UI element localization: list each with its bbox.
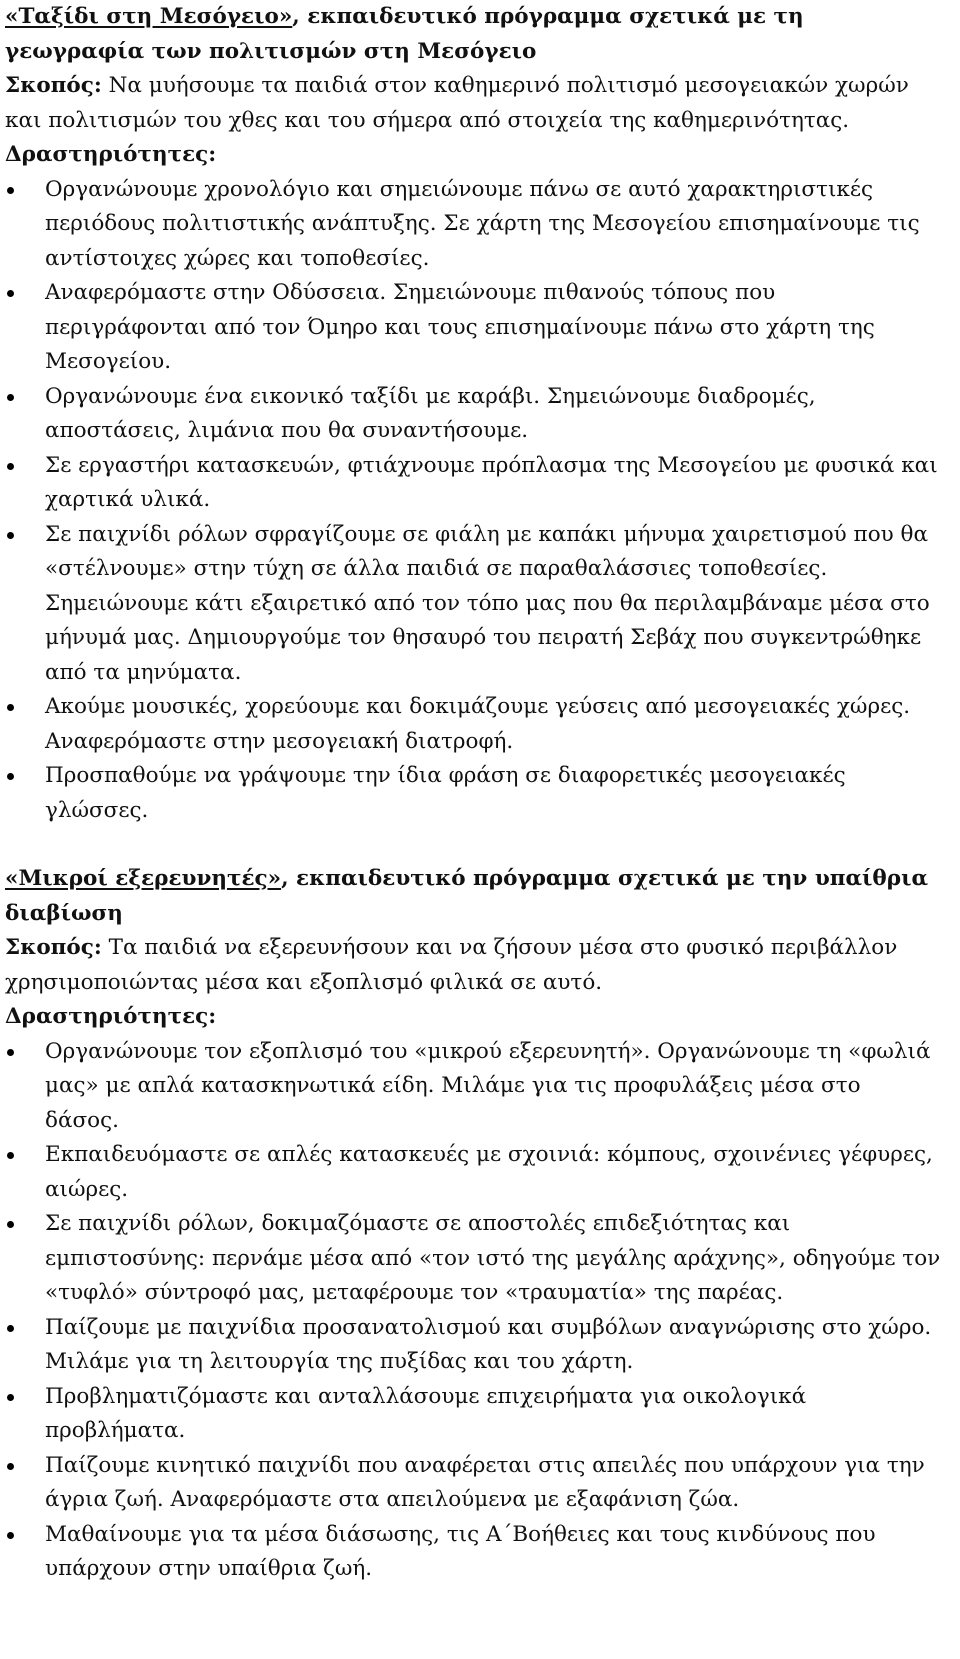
- bullet-icon: [7, 394, 14, 401]
- activity-item: [5, 1449, 941, 1518]
- program-aim: [5, 931, 941, 1000]
- activity-item: [5, 1311, 941, 1380]
- activity-text: Σε εργαστήρι κατασκευών, φτιάχνουμε πρόπλασμα της Μεσογείου με φυσικά και χαρτικά υλικά.: [45, 452, 938, 512]
- activity-item: [5, 449, 941, 518]
- activity-text: Ακούμε μουσικές, χορεύουμε και δοκιμάζουμε γεύσεις από μεσογειακές χώρες. Αναφερόμαστε στην μεσογειακή διατροφή.: [45, 694, 911, 754]
- activity-item: [5, 518, 941, 691]
- program-title: [5, 862, 941, 931]
- program-name: «Ταξίδι στη Μεσόγειο»: [5, 4, 293, 29]
- activities-list: [5, 1035, 941, 1587]
- aim-text: Τα παιδιά να εξερευνήσουν και να ζήσουν μέσα στο φυσικό περιβάλλον χρησιμοποιώντας μέσα και εξοπλισμό φιλικά σε αυτό.: [5, 935, 898, 995]
- aim-label: Σκοπός:: [5, 73, 102, 98]
- bullet-icon: [7, 532, 14, 539]
- program-description: , εκπαιδευτικό πρόγραμμα σχετικά με την υπαίθρια διαβίωση: [5, 866, 929, 926]
- bullet-icon: [7, 1463, 14, 1470]
- aim-label: Σκοπός:: [5, 935, 102, 960]
- activity-item: [5, 1380, 941, 1449]
- program-description: , εκπαιδευτικό πρόγραμμα σχετικά με τη γεωγραφία των πολιτισμών στη Μεσόγειο: [5, 4, 804, 64]
- activity-item: [5, 1518, 941, 1587]
- bullet-icon: [7, 187, 14, 194]
- bullet-icon: [7, 704, 14, 711]
- activity-item: [5, 1035, 941, 1139]
- activity-item: [5, 690, 941, 759]
- activities-heading: Δραστηριότητες:: [5, 142, 217, 167]
- bullet-icon: [7, 1221, 14, 1228]
- activity-text: Οργανώνουμε τον εξοπλισμό του «μικρού εξερευνητή». Οργανώνουμε τη «φωλιά μας» με απλά κατασκηνωτικά είδη. Μιλάμε για τις προφυλάξεις μέσα στο δάσος.: [45, 1038, 931, 1133]
- bullet-icon: [7, 1049, 14, 1056]
- activity-text: Παίζουμε με παιχνίδια προσανατολισμού και συμβόλων αναγνώρισης στο χώρο. Μιλάμε για τη λειτουργία της πυξίδας και του χάρτη.: [45, 1314, 932, 1374]
- activity-item: [5, 380, 941, 449]
- activity-item: [5, 1138, 941, 1207]
- activity-text: Προσπαθούμε να γράψουμε την ίδια φράση σε διαφορετικές μεσογειακές γλώσσες.: [45, 763, 846, 823]
- program-section-explorers: [5, 862, 941, 1587]
- bullet-icon: [7, 1532, 14, 1539]
- activity-text: Προβληματιζόμαστε και ανταλλάσουμε επιχειρήματα για οικολογικά προβλήματα.: [45, 1383, 807, 1443]
- program-name: «Μικροί εξερευνητές»: [5, 866, 282, 891]
- bullet-icon: [7, 1152, 14, 1159]
- program-aim: [5, 69, 941, 138]
- activities-list: [5, 173, 941, 829]
- activity-item: [5, 276, 941, 380]
- activity-text: Εκπαιδευόμαστε σε απλές κατασκευές με σχοινιά: κόμπους, σχοινένιες γέφυρες, αιώρες.: [45, 1142, 933, 1202]
- activity-text: Οργανώνουμε ένα εικονικό ταξίδι με καράβι. Σημειώνουμε διαδρομές, αποστάσεις, λιμάνια που θα συναντήσουμε.: [45, 383, 816, 443]
- activity-text: Σε παιχνίδι ρόλων σφραγίζουμε σε φιάλη με καπάκι μήνυμα χαιρετισμού που θα «στέλνουμε» στην τύχη σε άλλα παιδιά σε παραθαλάσσιες τοποθεσίες. Σημειώνουμε κάτι εξαιρετικό από τον τόπο μας που θα περιλαμβάναμε μέσα στο μήνυμά μας. Δημιουργούμε τον θησαυρό του πειρατή Σεβάχ που συγκεντρώθηκε από τα μηνύματα.: [45, 521, 930, 685]
- activity-text: Σε παιχνίδι ρόλων, δοκιμαζόμαστε σε αποστολές επιδεξιότητας και εμπιστοσύνης: περνάμε μέσα από «τον ιστό της μεγάλης αράχνης», οδηγούμε τον «τυφλό» σύντροφό μας, μεταφέρουμε τον «τραυματία» της παρέας.: [45, 1211, 941, 1305]
- aim-text: Να μυήσουμε τα παιδιά στον καθημερινό πολιτισμό μεσογειακών χωρών και πολιτισμών του χθες και του σήμερα από στοιχεία της καθημερινότητας.: [5, 73, 909, 133]
- activity-text: Οργανώνουμε χρονολόγιο και σημειώνουμε πάνω σε αυτό χαρακτηριστικές περιόδους πολιτιστικής ανάπτυξης. Σε χάρτη της Μεσογείου επισημαίνουμε τις αντίστοιχες χώρες και τοποθεσίες.: [45, 176, 920, 271]
- program-section-mediterranean: [5, 0, 941, 828]
- activity-text: Μαθαίνουμε για τα μέσα διάσωσης, τις Α΄Βοήθειες και τους κινδύνους που υπάρχουν στην υπαίθρια ζωή.: [45, 1521, 876, 1581]
- activities-heading: Δραστηριότητες:: [5, 1004, 217, 1029]
- bullet-icon: [7, 290, 14, 297]
- bullet-icon: [7, 1394, 14, 1401]
- bullet-icon: [7, 463, 14, 470]
- bullet-icon: [7, 773, 14, 780]
- activity-item: [5, 759, 941, 828]
- bullet-icon: [7, 1325, 14, 1332]
- activity-text: Αναφερόμαστε στην Οδύσσεια. Σημειώνουμε πιθανούς τόπους που περιγράφονται από τον Όμηρο και τους επισημαίνουμε πάνω στο χάρτη της Μεσογείου.: [45, 280, 875, 374]
- activity-item: [5, 173, 941, 277]
- activity-text: Παίζουμε κινητικό παιχνίδι που αναφέρεται στις απειλές που υπάρχουν για την άγρια ζωή. Αναφερόμαστε στα απειλούμενα με εξαφάνιση ζώα.: [45, 1452, 925, 1512]
- activity-item: [5, 1207, 941, 1311]
- program-title: [5, 0, 941, 69]
